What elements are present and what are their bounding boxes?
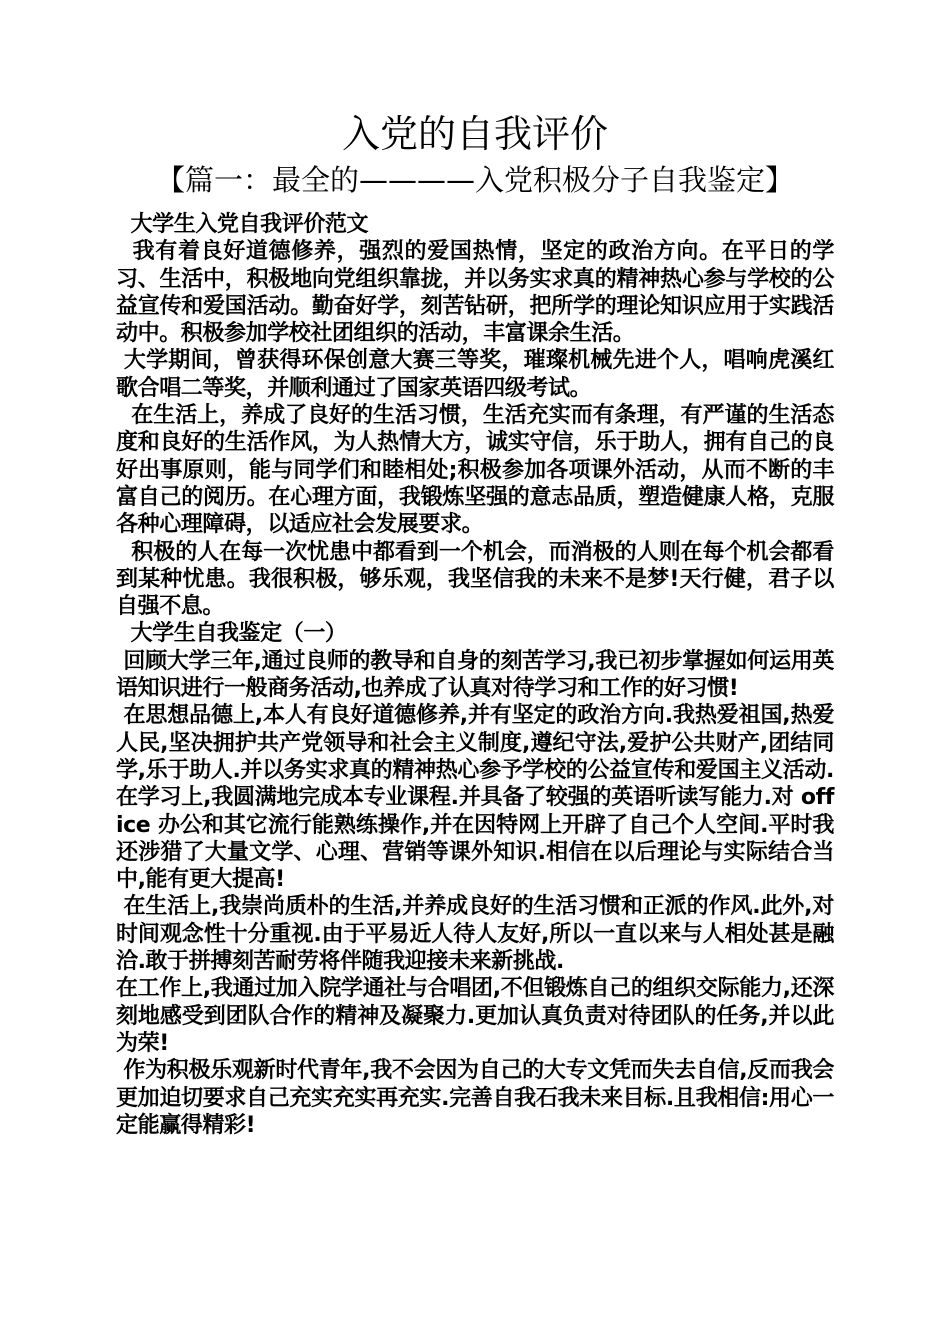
paragraph: 积极的人在每一次忧患中都看到一个机会，而消极的人则在每个机会都看到某种忧患。我很积极，够乐观，我坚信我的未来不是梦!天行健，君子以自强不息。: [116, 539, 834, 620]
paragraph: 我有着良好道德修养，强烈的爱国热情，坚定的政治方向。在平日的学习、生活中，积极地向党组织靠拢，并以务实求真的精神热心参与学校的公益宣传和爱国活动。勤奋好学，刻苦钻研，把所学的理论知识应用于实践活动中。积极参加学校社团组织的活动，丰富课余生活。: [116, 239, 834, 347]
section-heading-2: 大学生自我鉴定（一）: [116, 621, 347, 647]
document-body: [116, 211, 849, 1139]
paragraph: 回顾大学三年,通过良师的教导和自身的刻苦学习,我已初步掌握如何运用英语知识进行一般商务活动,也养成了认真对待学习和工作的好习惯!: [116, 648, 834, 702]
section-heading-1: 大学生入党自我评价范文: [116, 212, 369, 237]
document-subtitle: 【篇一：最全的————入党积极分子自我鉴定】: [155, 163, 794, 197]
paragraph: 在生活上，养成了良好的生活习惯，生活充实而有条理，有严谨的生活态度和良好的生活作风，为人热情大方，诚实守信，乐于助人，拥有自己的良好出事原则，能与同学们和睦相处;积极参加各项课外活动，从而不断的丰富自己的阅历。在心理方面，我锻炼坚强的意志品质，塑造健康人格，克服各种心理障碍，以适应社会发展要求。: [116, 403, 834, 538]
paragraph: 大学期间，曾获得环保创意大赛三等奖，璀璨机械先进个人，唱响虎溪红歌合唱二等奖，并顺利通过了国家英语四级考试。: [116, 348, 834, 401]
paragraph: 在思想品德上,本人有良好道德修养,并有坚定的政治方向.我热爱祖国,热爱人民,坚决拥护共产党领导和社会主义制度,遵纪守法,爱护公共财产,团结同学,乐于助人.并以务实求真的精神热心参予学校的公益宣传和爱国主义活动. 在学习上,我圆满地完成本专业课程.并具备了较强的英语听读写能力.对 office 办公和其它流行能熟练操作,并在因特网上开辟了自己个人空间.平时我还涉猎了大量文学、心理、营销等课外知识.相信在以后理论与实际结合当中,能有更大提高!: [116, 703, 849, 893]
document-title: 入党的自我评价: [341, 112, 608, 156]
paragraph: 在工作上,我通过加入院学通社与合唱团,不但锻炼自己的组织交际能力,还深刻地感受到团队合作的精神及凝聚力.更加认真负责对待团队的任务,并以此为荣!: [116, 976, 834, 1056]
paragraph: 作为积极乐观新时代青年,我不会因为自己的大专文凭而失去自信,反而我会更加迫切要求自己充实充实再充实.完善自我石我未来目标.且我相信:用心一定能赢得精彩!: [116, 1058, 834, 1138]
paragraph: 在生活上,我崇尚质朴的生活,并养成良好的生活习惯和正派的作风.此外,对时间观念性十分重视.由于平易近人待人友好,所以一直以来与人相处甚是融洽.敢于拼搏刻苦耐劳将伴随我迎接未来新挑战.: [116, 894, 834, 975]
